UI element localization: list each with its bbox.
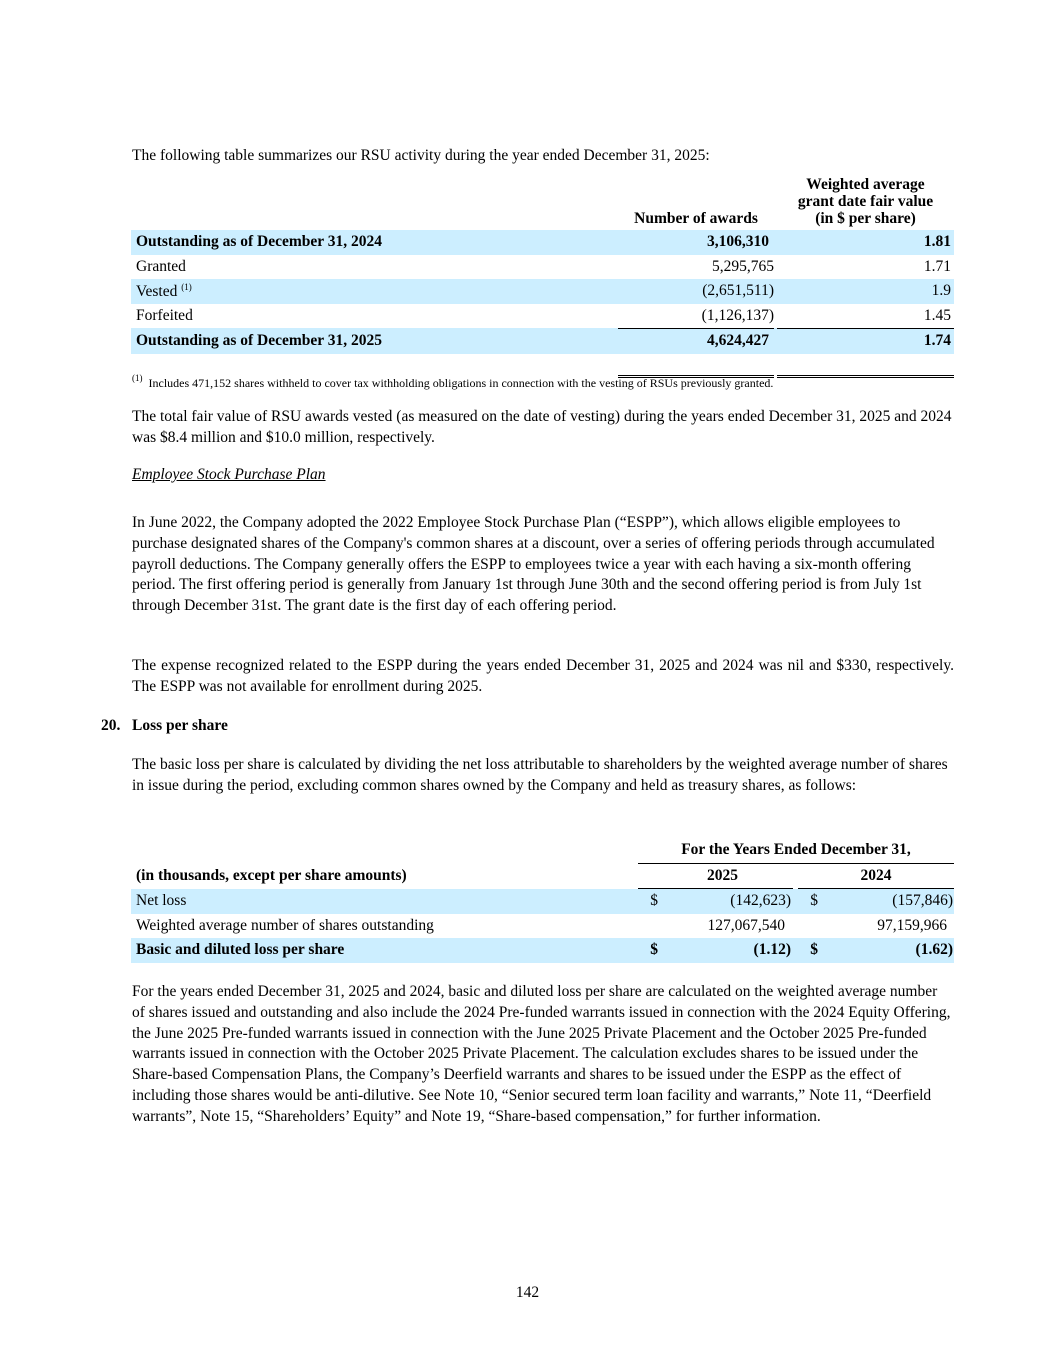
loss-closing-paragraph: For the years ended December 31, 2025 and 2024, basic and diluted loss per share are calculated on the weighted average number of shares issued and outstanding and also include the 2024 Pre-funded warrants issued in connection with the 2024 Equity Offering, the June 2025 Pre-funded warrants issued in connection with the June 2025 Private Placement and the October 2025 Pre-funded warrants issued in connection with the October 2025 Private Placement. The calculation excludes shares to be issued under the Share-based Compensation Plans, the Company’s Deerfield warrants and shares to be issued under the ESPP as the effect of including those shares would be anti-dilutive. See Note 10, “Senior secured term loan facility and warrants,” Note 11, “Deerfield warrants”, Note 15, “Shareholders’ Equity” and Note 19, “Share-based compensation,” for further information. xyxy=(132,983,951,1125)
table-row: Net loss $ (142,623) $ (157,846) xyxy=(131,889,954,914)
espp-title: Employee Stock Purchase Plan xyxy=(132,466,326,483)
rsu-fair-value-text: The total fair value of RSU awards vested (as measured on the date of vesting) during the years ended December 31, 2025 and 2024 was $8.4 million and $10.0 million, respectively. xyxy=(132,408,952,446)
page-number: 142 xyxy=(515,1284,540,1301)
table-row: Outstanding as of December 31, 2025 4,624,427 1.74 xyxy=(131,328,954,354)
espp-paragraph-1: In June 2022, the Company adopted the 2022 Employee Stock Purchase Plan (“ESPP”), which allows eligible employees to purchase designated shares of the Company's common shares at a discount, over a series of offering periods through accumulated payroll deductions. The Company generally offers the ESPP to employees twice a year with each having a six-month offering period. The first offering period is generally from January 1st through June 30th and the second offering period is from July 1st through December 31st. The grant date is the first day of each offering period. xyxy=(132,514,935,615)
rsu-activity-table xyxy=(131,172,954,378)
awards-column-header: Number of awards xyxy=(634,210,758,227)
units-label: (in thousands, except per share amounts) xyxy=(136,867,407,885)
table-row: Forfeited (1,126,137) 1.45 xyxy=(136,306,951,324)
table-row: Basic and diluted loss per share $ (1.12) $ (1.62) xyxy=(131,938,954,963)
section-heading-loss-per-share: 20. Loss per share xyxy=(101,717,228,734)
year-2025-header: 2025 xyxy=(638,864,793,890)
period-header-row xyxy=(131,838,954,864)
year-2024-header: 2024 xyxy=(798,864,954,890)
table-row: Weighted average number of shares outstanding 127,067,540 97,159,966 xyxy=(136,916,947,934)
fair-value-column-header: Weighted average grant date fair value (in $ per share) xyxy=(797,176,934,227)
table-row: Outstanding as of December 31, 2024 3,106,310 1.81 xyxy=(131,230,954,255)
year-header-row xyxy=(131,864,954,890)
rsu-footnote: $^{(1)}$ Includes 471,152 shares withheld to cover tax withholding obligations in connection with the vesting of RSUs previously granted. xyxy=(132,373,774,390)
period-header: For the Years Ended December 31, xyxy=(638,838,954,864)
loss-intro: The basic loss per share is calculated by dividing the net loss attributable to shareholders by the weighted average number of shares in issue during the period, excluding common shares owned by the Company and held as treasury shares, as follows: xyxy=(132,756,948,794)
espp-paragraph-2: The expense recognized related to the ESPP during the years ended December 31, 2025 and 2024 was nil and $330, respectively. The ESPP was not available for enrollment during 2025. xyxy=(132,657,954,695)
table-row: Vested $^{(1)}$ (2,651,511) 1.9 xyxy=(131,279,954,304)
rsu-intro: The following table summarizes our RSU activity during the year ended December 31, 2025: xyxy=(132,147,710,164)
rsu-header-row xyxy=(131,172,954,230)
table-row: Granted 5,295,765 1.71 xyxy=(136,257,951,275)
loss-per-share-table xyxy=(131,838,954,963)
